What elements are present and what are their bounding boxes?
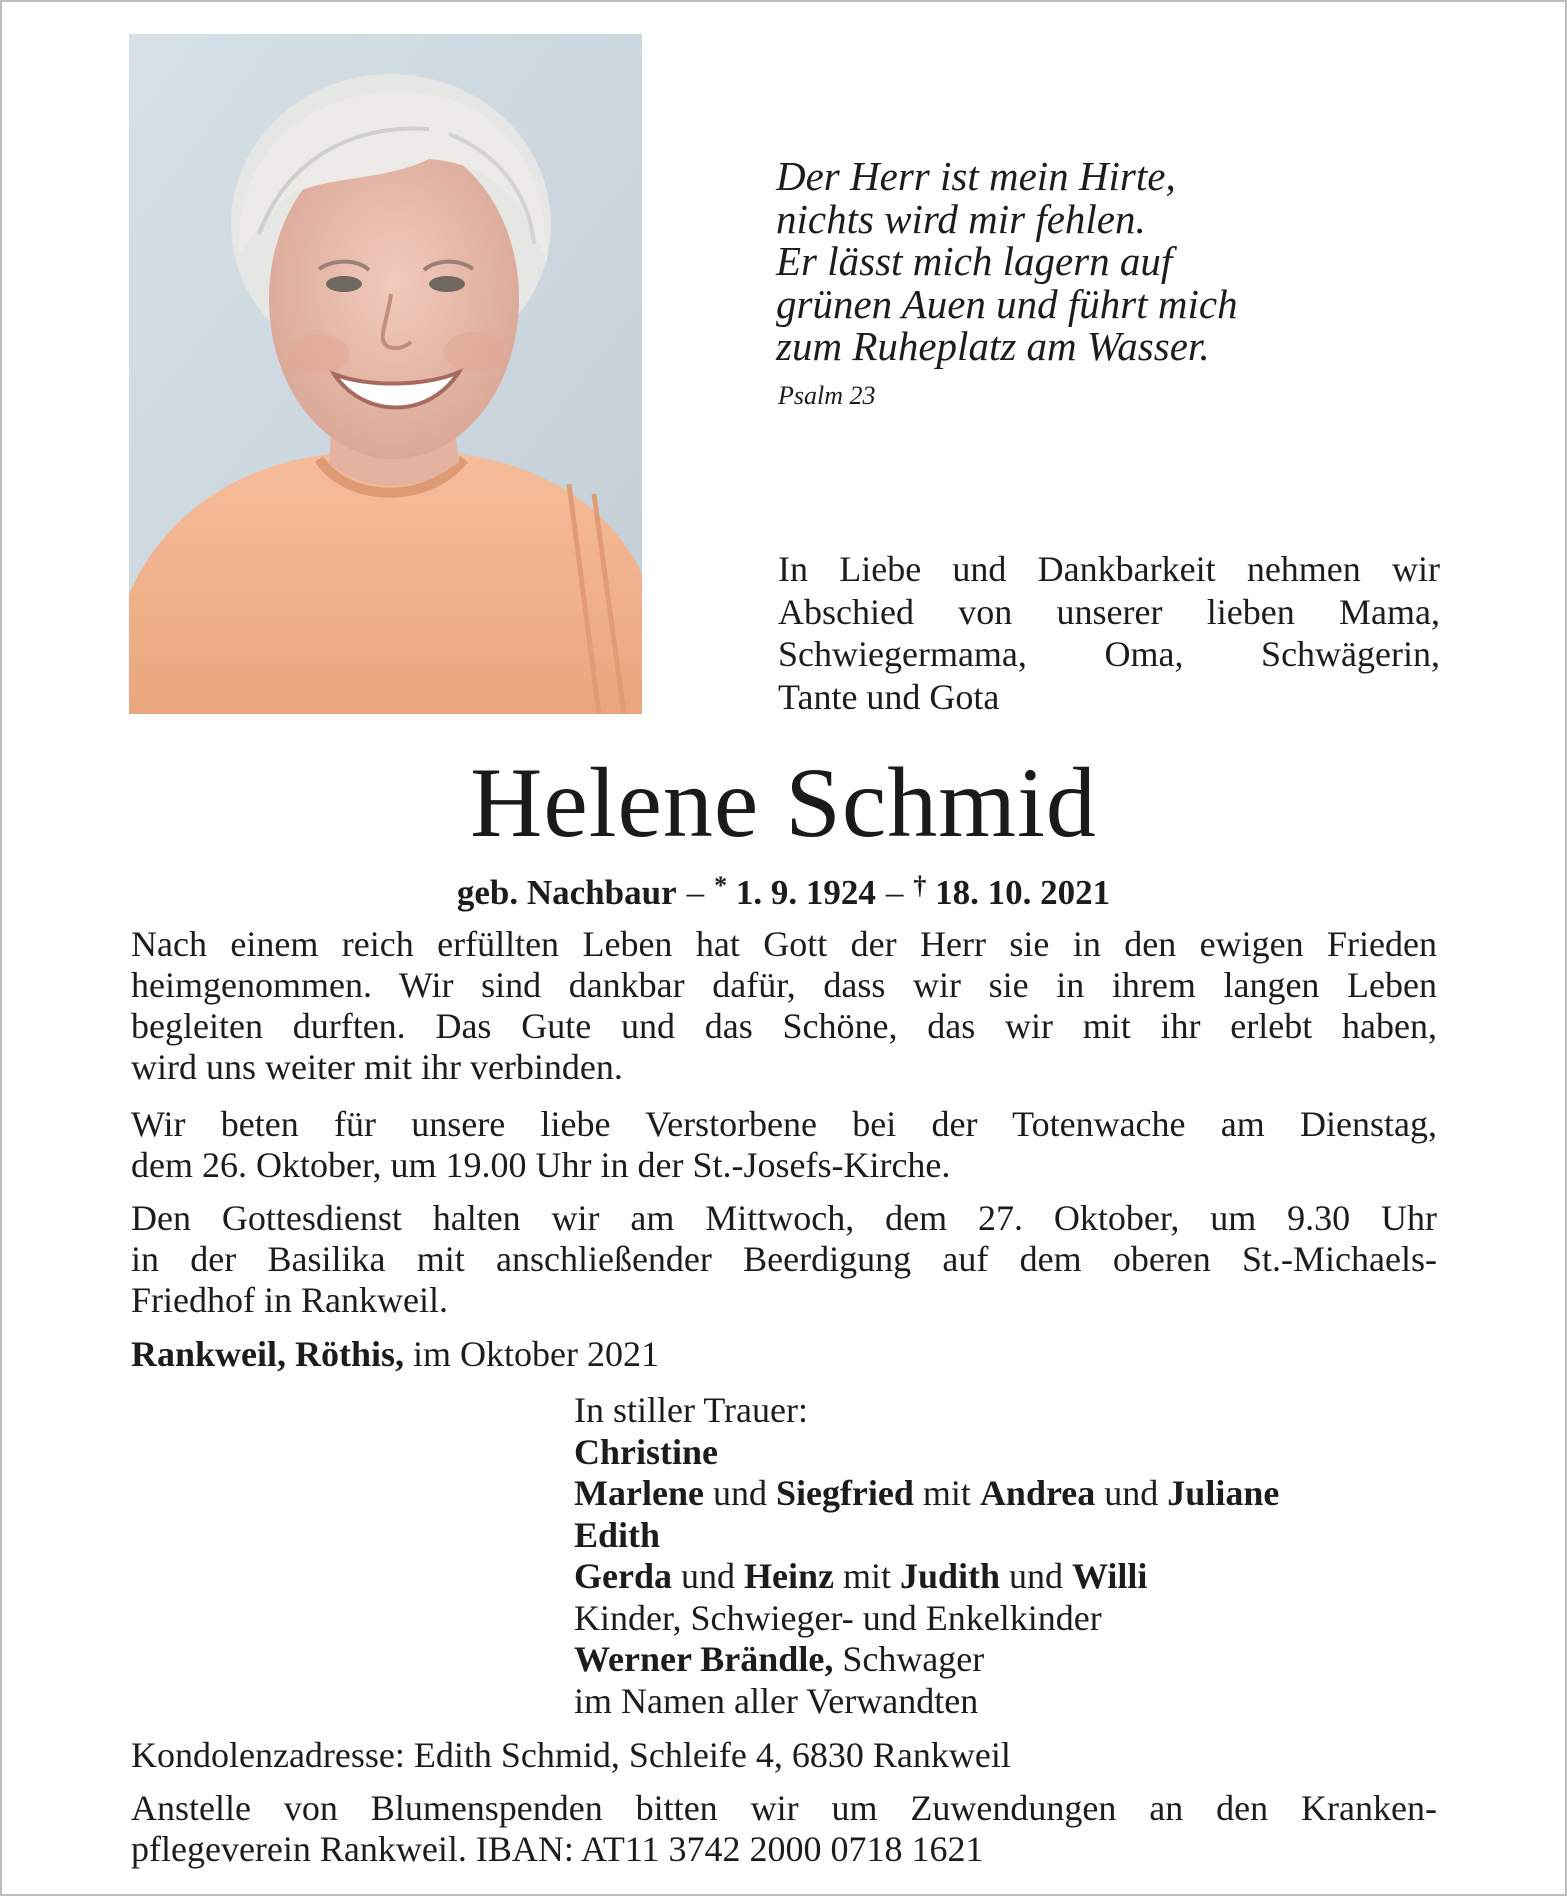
psalm-verse [776,155,1476,368]
farewell-line: In Liebe und Dankbarkeit nehmen wir [778,549,1440,589]
place-and-date [131,1334,659,1375]
paragraph-line: Wir beten für unsere liebe Verstorbene bei der Totenwache am Dienstag, [131,1104,1437,1144]
mourner-name: Christine [574,1431,718,1472]
deceased-name: Helene Schmid [470,747,1097,858]
mourner-name: Werner Brändle, [574,1639,834,1679]
mourner-name: Judith [899,1556,1001,1596]
death-date: 18. 10. 2021 [935,873,1111,912]
paragraph-line: dem 26. Oktober, um 19.00 Uhr in der St.-Josefs-Kirche. [131,1145,951,1185]
life-dates [0,866,1567,913]
mourner-name: Andrea [979,1473,1096,1513]
birth-symbol-icon: * [714,871,728,900]
mourner-name: Siegfried [775,1473,914,1513]
psalm-line: zum Ruheplatz am Wasser. [776,323,1210,369]
mourner-role: Schwager [842,1639,985,1679]
farewell-text [778,548,1440,718]
mourner-name: Heinz [743,1556,834,1596]
condolence-address [131,1735,1437,1776]
mourner-name: Edith [574,1514,661,1555]
paragraph-line: begleiten durften. Das Gute und das Schöne, das wir mit ihr erlebt haben, [131,1006,1437,1046]
connector: und [712,1473,767,1513]
donation-note [131,1788,1437,1870]
mourners-relatives: im Namen aller Verwandten [574,1680,979,1721]
connector: mit [842,1556,891,1596]
connector: mit [922,1473,971,1513]
paragraph-line: wird uns weiter mit ihr verbinden. [131,1047,623,1087]
psalm-line: Er lässt mich lagern auf [776,238,1173,284]
farewell-line: Schwiegermama, Oma, Schwägerin, [778,634,1440,674]
mourner-name: Willi [1072,1556,1148,1596]
paragraph-line: Den Gottesdienst halten wir am Mittwoch, dem 27. Oktober, um 9.30 Uhr [131,1198,1437,1238]
birth-date: 1. 9. 1924 [735,873,876,912]
connector: und [1009,1556,1064,1596]
mourner-name: Gerda [574,1556,672,1596]
psalm-line: grünen Auen und führt mich [776,280,1238,327]
connector: und [680,1556,735,1596]
paragraph-life [131,924,1437,1088]
portrait-photo-icon [129,34,642,714]
dash: – [885,873,904,912]
paragraph-line: in der Basilika mit anschließender Beerdigung auf dem oberen St.-Michaels- [131,1239,1437,1279]
paragraph-service [131,1198,1437,1321]
paragraph-line: Nach einem reich erfüllten Leben hat Gott der Herr sie in den ewigen Frieden [131,924,1437,964]
psalm-line: nichts wird mir fehlen. [776,195,1146,242]
donation-line: pflegeverein Rankweil. IBAN: AT11 3742 2000 0718 1621 [131,1829,984,1869]
place-date: im Oktober 2021 [413,1334,660,1374]
place-towns: Rankweil, Röthis, [131,1334,405,1374]
mourner-name: Marlene [574,1473,704,1513]
psalm-line: Der Herr ist mein Hirte, [776,153,1176,199]
farewell-line: Abschied von unserer lieben Mama, [778,591,1440,632]
donation-line: Anstelle von Blumenspenden bitten wir um Zuwendungen an den Kranken- [131,1788,1437,1828]
maiden-name: geb. Nachbaur [456,873,677,912]
connector: und [1104,1473,1159,1513]
death-cross-icon: † [913,871,927,900]
psalm-reference: Psalm 23 [778,381,876,410]
paragraph-line: Friedhof in Rankweil. [131,1280,448,1320]
paragraph-line: heimgenommen. Wir sind dankbar dafür, dass wir sie in ihrem langen Leben [131,965,1437,1005]
condolence-line: Kondolenzadresse: Edith Schmid, Schleife 4, 6830 Rankweil [131,1735,1011,1775]
mourners-list [574,1390,1279,1722]
portrait-photo [129,34,642,714]
mourner-name: Juliane [1167,1473,1280,1513]
farewell-line: Tante und Gota [778,676,1000,717]
mourners-children: Kinder, Schwieger- und Enkelkinder [574,1597,1102,1638]
dash: – [686,873,705,912]
paragraph-wake [131,1104,1437,1186]
mourners-intro: In stiller Trauer: [574,1390,808,1430]
